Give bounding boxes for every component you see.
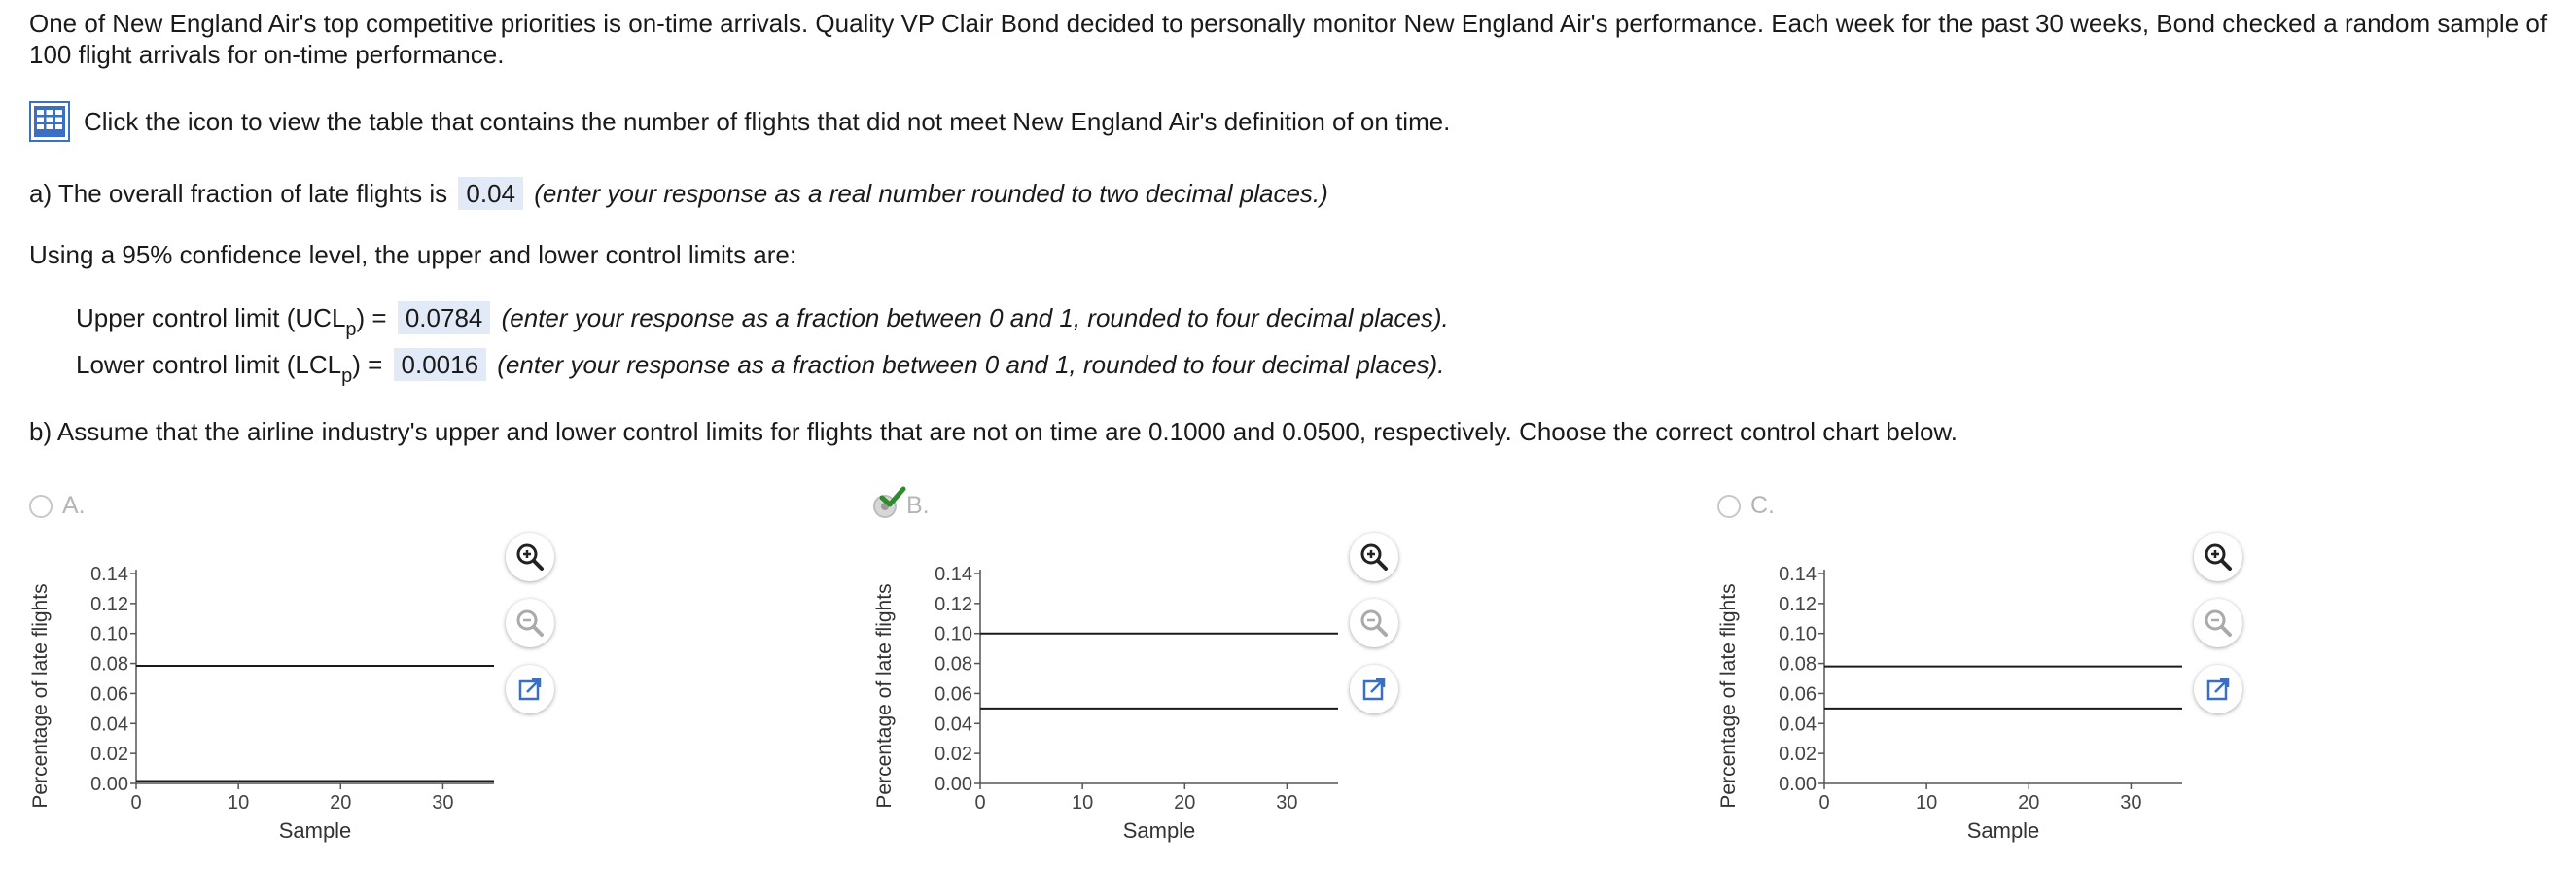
option-b-label: B. [906,492,930,519]
option-a [29,486,613,855]
part-a-hint: (enter your response as a real number rounded to two decimal places.) [534,179,1328,208]
option-b-zoom-out-button[interactable] [1350,599,1398,647]
lcl-hint: (enter your response as a fraction between 0 and 1, rounded to four decimal places). [497,350,1445,379]
option-a-head [29,492,86,520]
x-tick-label: 0 [1818,792,1830,814]
x-tick-label: 20 [330,792,352,814]
y-tick-label: 0.06 [90,683,128,706]
x-tick-label: 20 [2018,792,2040,814]
ucl-hint: (enter your response as a fraction between 0 and 1, rounded to four decimal places). [501,303,1449,332]
option-b-enlarge-button[interactable] [1350,665,1398,713]
y-tick-label: 0.14 [1779,564,1817,585]
x-tick-label: 10 [228,792,250,814]
option-b-head [873,492,930,520]
chart-a [29,554,496,846]
zoom-out-icon [1358,607,1391,640]
option-b-zoom-in-button[interactable] [1350,533,1398,581]
lcl-row [76,348,1445,387]
option-c-zoom-out-button[interactable] [2194,599,2242,647]
ucl-subscript: p [345,319,357,340]
zoom-in-icon [513,540,547,574]
y-tick-label: 0.04 [935,713,972,736]
option-a-label: A. [62,492,86,519]
zoom-in-icon [2202,540,2235,574]
checkmark-icon [879,486,906,509]
y-tick-label: 0.00 [935,774,972,795]
x-tick-label: 0 [974,792,986,814]
x-axis-label: Sample [1122,818,1196,843]
chart-b [873,554,1340,846]
table-link-text: Click the icon to view the table that contains the number of flights that did not meet New England Air's definition of on time. [84,107,1451,136]
y-tick-label: 0.04 [90,713,128,736]
y-tick-label: 0.12 [90,593,128,615]
option-a-zoom-out-button[interactable] [506,599,554,647]
option-c-zoom-in-button[interactable] [2194,533,2242,581]
y-tick-label: 0.02 [935,744,972,766]
option-c-head [1717,492,1775,520]
confidence-text: Using a 95% confidence level, the upper and lower control limits are: [29,240,797,269]
y-axis-label: Percentage of late flights [873,583,896,809]
y-tick-label: 0.02 [90,744,128,766]
ucl-label: Upper control limit (UCL [76,303,346,332]
y-axis-label: Percentage of late flights [29,583,52,809]
lcl-close: ) = [352,350,383,379]
pop-out-icon [1358,673,1391,706]
y-tick-label: 0.12 [1779,593,1817,615]
y-tick-label: 0.12 [935,593,972,615]
option-c-radio[interactable] [1717,495,1741,518]
option-a-enlarge-button[interactable] [506,665,554,713]
table-icon[interactable] [29,101,70,142]
y-tick-label: 0.14 [935,564,972,585]
y-tick-label: 0.10 [90,623,128,645]
zoom-out-icon [2202,607,2235,640]
option-a-radio[interactable] [29,495,53,518]
y-tick-label: 0.08 [90,653,128,676]
lcl-answer[interactable]: 0.0016 [394,348,487,381]
ucl-answer[interactable]: 0.0784 [398,301,491,334]
x-tick-label: 20 [1174,792,1196,814]
x-tick-label: 30 [432,792,454,814]
x-tick-label: 10 [1916,792,1938,814]
x-tick-label: 0 [130,792,142,814]
y-tick-label: 0.10 [935,623,972,645]
lcl-label: Lower control limit (LCL [76,350,342,379]
ucl-row [76,301,1449,340]
y-tick-label: 0.04 [1779,713,1817,736]
y-tick-label: 0.02 [1779,744,1817,766]
x-axis-label: Sample [1966,818,2040,843]
x-tick-label: 10 [1072,792,1094,814]
option-b [873,486,1457,855]
zoom-out-icon [513,607,547,640]
y-tick-label: 0.06 [1779,683,1817,706]
part-b: b) Assume that the airline industry's upper and lower control limits for flights that are not on time are 0.1000 and 0.0500, respectively. Choose the correct control chart below. [29,417,1958,446]
option-c-enlarge-button[interactable] [2194,665,2242,713]
x-axis-label: Sample [278,818,352,843]
y-tick-label: 0.00 [1779,774,1817,795]
option-c-label: C. [1750,492,1775,519]
option-c [1717,486,2301,855]
ucl-close: ) = [356,303,387,332]
pop-out-icon [2202,673,2235,706]
table-link-row [29,101,1450,142]
part-a-prefix: a) The overall fraction of late flights is [29,179,448,208]
option-a-zoom-in-button[interactable] [506,533,554,581]
y-tick-label: 0.08 [1779,653,1817,676]
x-tick-label: 30 [2120,792,2142,814]
lcl-subscript: p [341,365,353,387]
x-tick-label: 30 [1276,792,1298,814]
y-tick-label: 0.06 [935,683,972,706]
y-tick-label: 0.00 [90,774,128,795]
problem-intro: One of New England Air's top competitive priorities is on-time arrivals. Quality VP Clair Bond decided to personally monitor New England Air's performance. Each week for the past 30 weeks, Bond checked a random sample of 100 flight arrivals for on-time performance. [29,9,2548,69]
pop-out-icon [513,673,547,706]
part-a [29,177,1328,210]
y-tick-label: 0.14 [90,564,128,585]
y-axis-label: Percentage of late flights [1717,583,1740,809]
chart-c [1717,554,2184,846]
y-tick-label: 0.08 [935,653,972,676]
fraction-late-answer[interactable]: 0.04 [458,177,523,210]
zoom-in-icon [1358,540,1391,574]
y-tick-label: 0.10 [1779,623,1817,645]
